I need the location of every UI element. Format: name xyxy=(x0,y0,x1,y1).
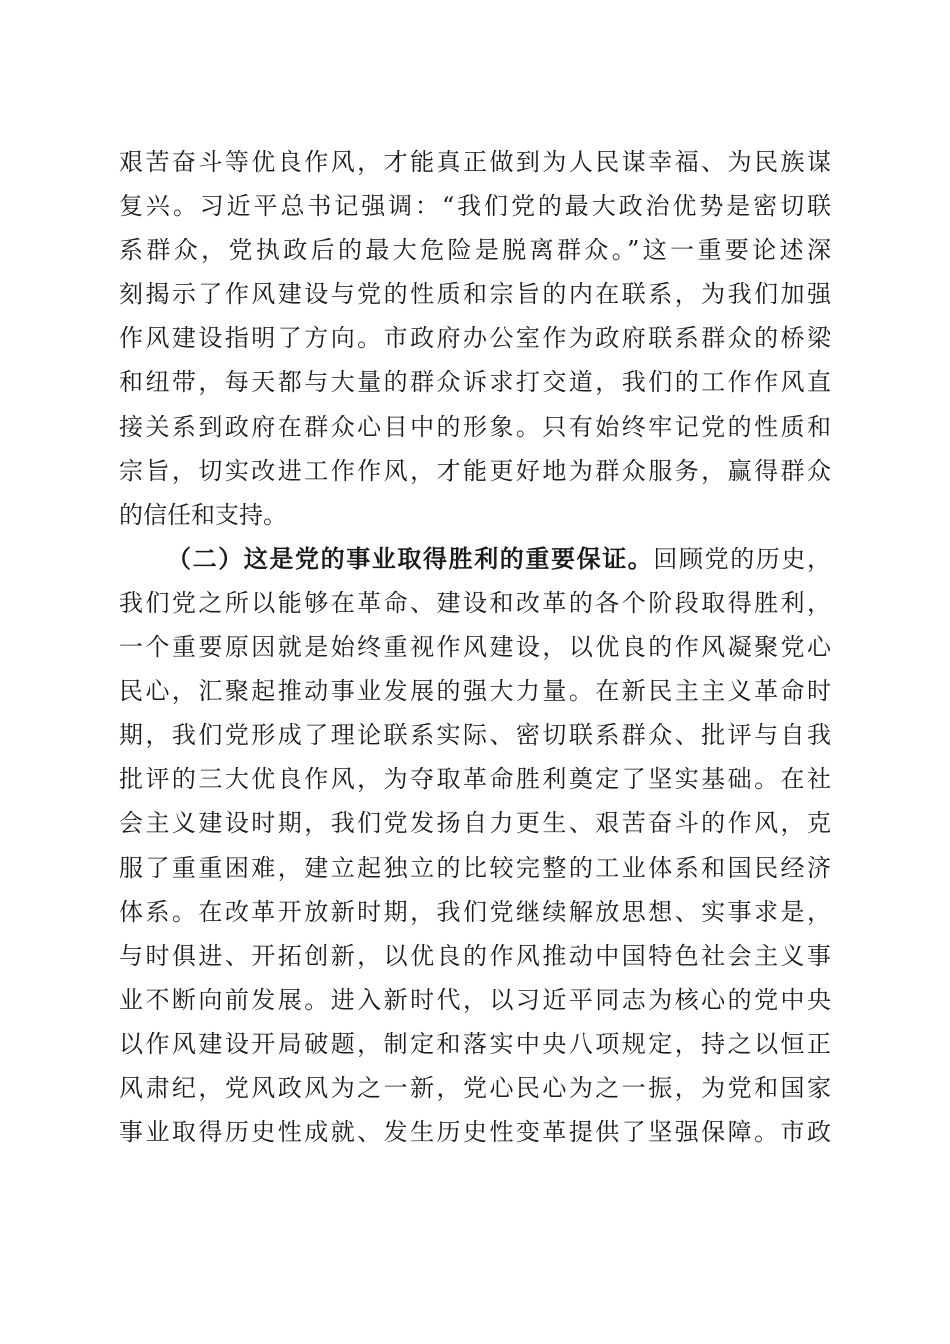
heading-line-rest: 回顾党的历史， xyxy=(653,544,832,573)
text-line: 会主义建设时期，我们党发扬自力更生、艰苦奋斗的作风，克 xyxy=(119,809,831,838)
text-line: 以作风建设开局破题，制定和落实中央八项规定，持之以恒正 xyxy=(119,1029,831,1058)
text-line: 接关系到政府在群众心目中的形象。只有始终牢记党的性质和 xyxy=(119,412,831,441)
text-line: 我们党之所以能够在革命、建设和改革的各个阶段取得胜利， xyxy=(119,588,831,617)
paragraph-1 xyxy=(119,140,831,537)
section-heading-line xyxy=(119,537,831,581)
text-line: 一个重要原因就是始终重视作风建设，以优良的作风凝聚党心 xyxy=(119,633,831,662)
text-line: 批评的三大优良作风，为夺取革命胜利奠定了坚实基础。在社 xyxy=(119,765,831,794)
text-line: 刻揭示了作风建设与党的性质和宗旨的内在联系，为我们加强 xyxy=(119,280,831,309)
body-text xyxy=(119,140,831,1154)
text-line: 艰苦奋斗等优良作风，才能真正做到为人民谋幸福、为民族谋 xyxy=(119,148,831,176)
text-line: 和纽带，每天都与大量的群众诉求打交道，我们的工作作风直 xyxy=(119,368,831,397)
text-line: 与时俱进、开拓创新，以优良的作风推动中国特色社会主义事 xyxy=(119,941,831,970)
text-line: 风肃纪，党风政风为之一新，党心民心为之一振，为党和国家 xyxy=(119,1073,831,1102)
text-line: 复兴。习近平总书记强调：“我们党的最大政治优势是密切联 xyxy=(119,192,831,221)
text-line: 体系。在改革开放新时期，我们党继续解放思想、实事求是， xyxy=(119,897,831,926)
paragraph-2 xyxy=(119,537,831,1154)
text-line: 服了重重困难，建立起独立的比较完整的工业体系和国民经济 xyxy=(119,853,831,882)
text-line: 的信任和支持。 xyxy=(119,500,287,529)
text-line: 事业取得历史性成就、发生历史性变革提供了坚强保障。市政 xyxy=(119,1118,831,1147)
section-heading: （二）这是党的事业取得胜利的重要保证。 xyxy=(167,543,654,573)
text-line: 业不断向前发展。进入新时代，以习近平同志为核心的党中央 xyxy=(119,985,831,1014)
text-line: 宗旨，切实改进工作作风，才能更好地为群众服务，赢得群众 xyxy=(119,456,831,485)
text-line: 民心，汇聚起推动事业发展的强大力量。在新民主主义革命时 xyxy=(119,677,831,706)
text-line: 系群众，党执政后的最大危险是脱离群众。”这一重要论述深 xyxy=(119,236,831,265)
text-line: 期，我们党形成了理论联系实际、密切联系群众、批评与自我 xyxy=(119,721,831,750)
text-line: 作风建设指明了方向。市政府办公室作为政府联系群众的桥梁 xyxy=(119,324,831,353)
